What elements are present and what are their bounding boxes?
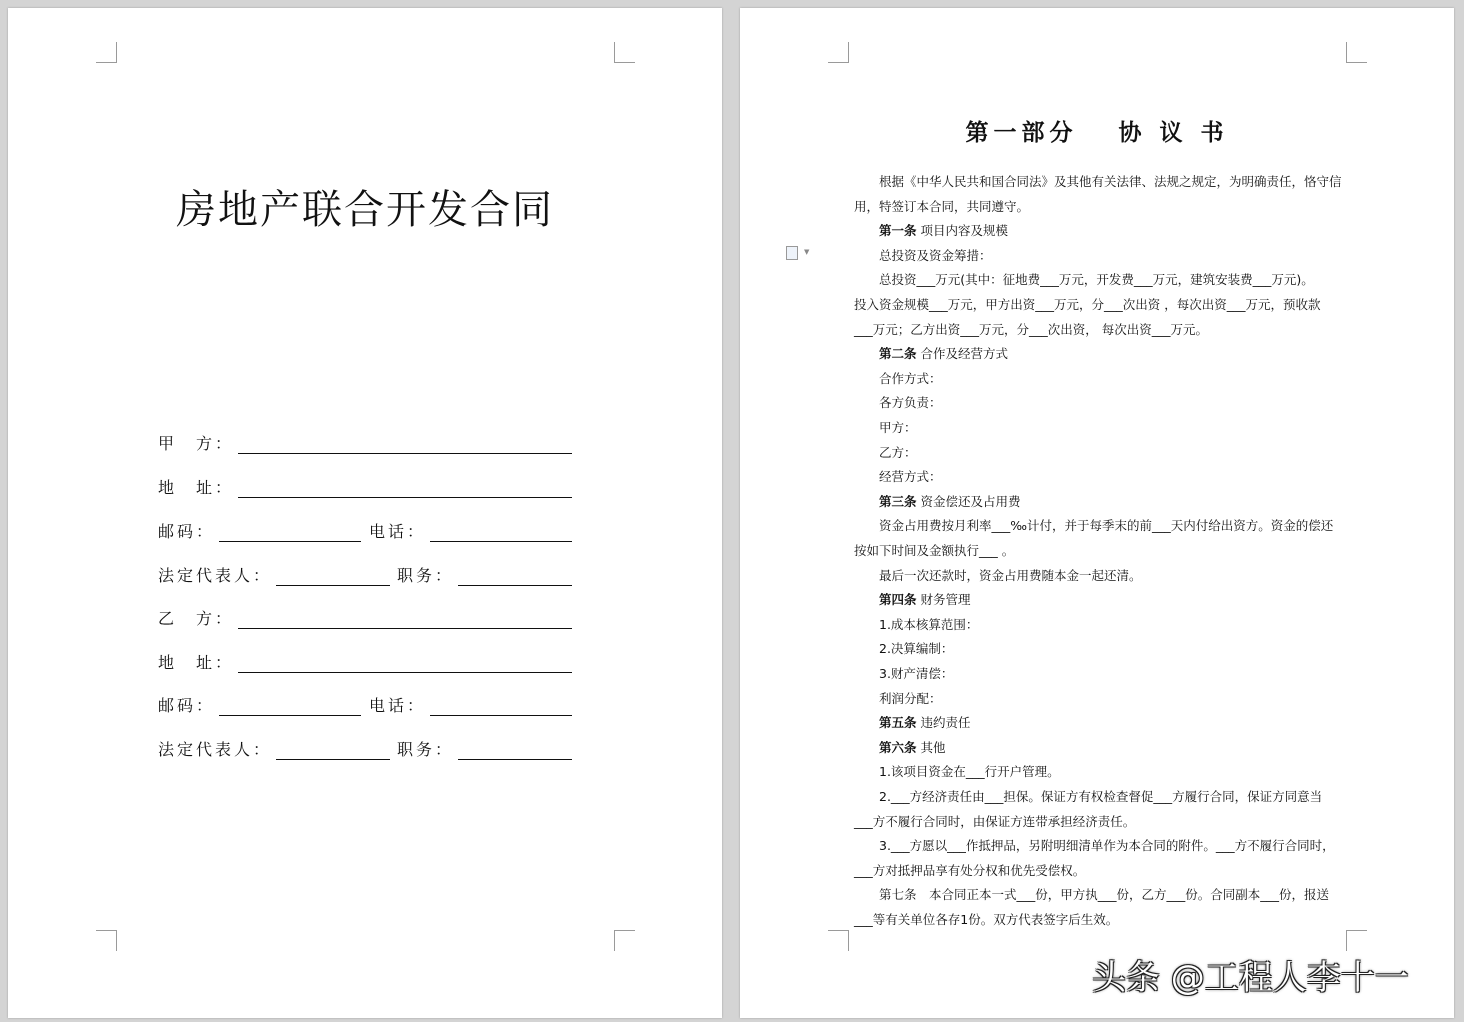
agreement-line xyxy=(854,219,1371,242)
line-text: 甲方： xyxy=(879,420,917,435)
address-label: 地 址： xyxy=(158,478,235,497)
rep-label: 法定代表人： xyxy=(158,740,273,759)
agreement-line xyxy=(854,588,1371,611)
line-text: 合作方式： xyxy=(879,370,942,386)
crop-mark xyxy=(828,42,849,63)
agreement-line xyxy=(854,687,1371,710)
line-text: 经营方式： xyxy=(879,469,942,485)
party-a-rep-row xyxy=(158,562,572,586)
agreement-line xyxy=(854,637,1371,660)
address-blank[interactable] xyxy=(238,656,572,673)
zip-label: 邮码： xyxy=(158,522,216,541)
crop-mark xyxy=(828,930,849,951)
document-icon[interactable] xyxy=(786,246,798,260)
agreement-title: 第一部分 协 议 书 xyxy=(965,120,1229,146)
agreement-page xyxy=(740,8,1454,1018)
agreement-line xyxy=(854,514,1371,537)
agreement-line xyxy=(854,244,1371,267)
agreement-line xyxy=(854,908,1346,931)
title-label: 职务： xyxy=(396,566,454,585)
agreement-line xyxy=(854,564,1371,587)
party-a-blank[interactable] xyxy=(238,437,572,454)
party-b-contact-row xyxy=(158,692,572,716)
agreement-line xyxy=(854,883,1371,906)
line-text: ___方对抵押品享有处分权和优先受偿权。 xyxy=(854,862,1086,878)
agreement-line xyxy=(854,785,1371,808)
line-text: 用，特签订本合同，共同遵守。 xyxy=(854,198,1030,214)
line-text: ___等有关单位各存1份。双方代表签字后生效。 xyxy=(854,912,1119,927)
crop-mark xyxy=(614,42,635,63)
agreement-line xyxy=(854,736,1371,759)
watermark: 头条 @工程人李十一 xyxy=(1092,958,1409,998)
zip-blank[interactable] xyxy=(219,525,361,542)
title-blank[interactable] xyxy=(458,743,572,760)
line-text: 1.该项目资金在___行开户管理。 xyxy=(879,764,1060,780)
phone-blank[interactable] xyxy=(430,525,572,542)
phone-label: 电话： xyxy=(368,696,426,715)
cover-title: 房地产联合开发合同 xyxy=(176,187,554,233)
crop-mark xyxy=(1346,930,1367,951)
line-text: 3.财产清偿： xyxy=(879,666,954,681)
cover-page xyxy=(8,8,722,1018)
dropdown-arrow-icon[interactable]: ▼ xyxy=(804,248,810,256)
agreement-line xyxy=(854,367,1371,390)
title-blank[interactable] xyxy=(458,569,572,586)
zip-blank[interactable] xyxy=(219,699,361,716)
agreement-line xyxy=(854,195,1346,218)
party-a-row xyxy=(158,430,572,454)
line-text: ___万元；乙方出资___万元，分___次出资， 每次出资___万元。 xyxy=(854,321,1208,337)
agreement-line xyxy=(854,711,1371,734)
line-text: 2.___方经济责任由___担保。保证方有权检查督促___方履行合同，保证方同意当 xyxy=(879,789,1323,804)
agreement-line xyxy=(854,465,1371,488)
agreement-line xyxy=(854,662,1371,685)
article-heading: 第四条 xyxy=(879,592,917,608)
party-b-address-row xyxy=(158,649,572,673)
article-heading: 第五条 xyxy=(879,715,917,731)
line-text: 第七条 本合同正本一式___份，甲方执___份，乙方___份。合同副本___份，报送 xyxy=(879,887,1330,903)
agreement-line xyxy=(854,613,1371,636)
line-text: 乙方： xyxy=(879,444,917,460)
agreement-line xyxy=(854,539,1346,562)
party-b-label: 乙 方： xyxy=(158,609,235,628)
line-text: 总投资及资金筹措： xyxy=(879,247,992,263)
article-heading: 第六条 xyxy=(879,739,917,755)
agreement-line xyxy=(854,810,1346,833)
title-label: 职务： xyxy=(396,740,454,759)
crop-mark xyxy=(96,42,117,63)
agreement-line xyxy=(854,391,1371,414)
rep-blank[interactable] xyxy=(276,743,390,760)
crop-mark xyxy=(1346,42,1367,63)
line-text: 其他 xyxy=(916,739,946,755)
agreement-line xyxy=(854,318,1346,341)
line-text: 根据《中华人民共和国合同法》及其他有关法律、法规之规定，为明确责任，恪守信 xyxy=(879,174,1342,189)
line-text: 合作及经营方式 xyxy=(916,346,1008,362)
rep-blank[interactable] xyxy=(276,569,390,586)
agreement-line xyxy=(854,268,1371,291)
line-text: 总投资___万元(其中：征地费___万元，开发费___万元，建筑安装费___万元)。 xyxy=(879,272,1314,288)
line-text: 项目内容及规模 xyxy=(916,223,1008,239)
party-a-label: 甲 方： xyxy=(158,434,235,453)
party-a-address-row xyxy=(158,474,572,498)
line-text: 利润分配： xyxy=(879,690,942,706)
agreement-line xyxy=(854,170,1371,193)
party-b-blank[interactable] xyxy=(238,612,572,629)
line-text: 1.成本核算范围： xyxy=(879,616,979,632)
article-heading: 第二条 xyxy=(879,346,917,362)
line-text: 投入资金规模___万元，甲方出资___万元，分___次出资 ，每次出资___万元，预收款 xyxy=(854,297,1321,312)
line-text: 按如下时间及金额执行___ 。 xyxy=(854,543,1015,558)
crop-mark xyxy=(96,930,117,951)
party-a-contact-row xyxy=(158,518,572,542)
party-b-row xyxy=(158,605,572,629)
agreement-line xyxy=(854,416,1371,439)
zip-label: 邮码： xyxy=(158,696,216,715)
agreement-line xyxy=(854,441,1371,464)
line-text: 3.___方愿以___作抵押品，另附明细清单作为本合同的附件。___方不履行合同时， xyxy=(879,838,1335,854)
line-text: 各方负责： xyxy=(879,395,942,411)
agreement-line xyxy=(854,342,1371,365)
crop-mark xyxy=(614,930,635,951)
line-text: 资金占用费按月利率___‰计付，并于每季末的前___天内付给出资方。资金的偿还 xyxy=(879,518,1334,534)
address-label: 地 址： xyxy=(158,653,235,672)
phone-blank[interactable] xyxy=(430,699,572,716)
article-heading: 第三条 xyxy=(879,493,917,509)
line-text: 最后一次还款时，资金占用费随本金一起还清。 xyxy=(879,567,1142,583)
agreement-line xyxy=(854,490,1371,513)
line-text: ___方不履行合同时，由保证方连带承担经济责任。 xyxy=(854,813,1136,829)
line-text: 2.决算编制： xyxy=(879,641,954,657)
agreement-line xyxy=(854,859,1346,882)
address-blank[interactable] xyxy=(238,481,572,498)
agreement-line xyxy=(854,293,1346,316)
line-text: 资金偿还及占用费 xyxy=(916,493,1021,509)
agreement-line xyxy=(854,760,1371,783)
agreement-line xyxy=(854,834,1371,857)
rep-label: 法定代表人： xyxy=(158,566,273,585)
line-text: 财务管理 xyxy=(916,592,971,608)
line-text: 违约责任 xyxy=(916,715,971,731)
article-heading: 第一条 xyxy=(879,223,917,239)
party-b-rep-row xyxy=(158,736,572,760)
phone-label: 电话： xyxy=(368,522,426,541)
